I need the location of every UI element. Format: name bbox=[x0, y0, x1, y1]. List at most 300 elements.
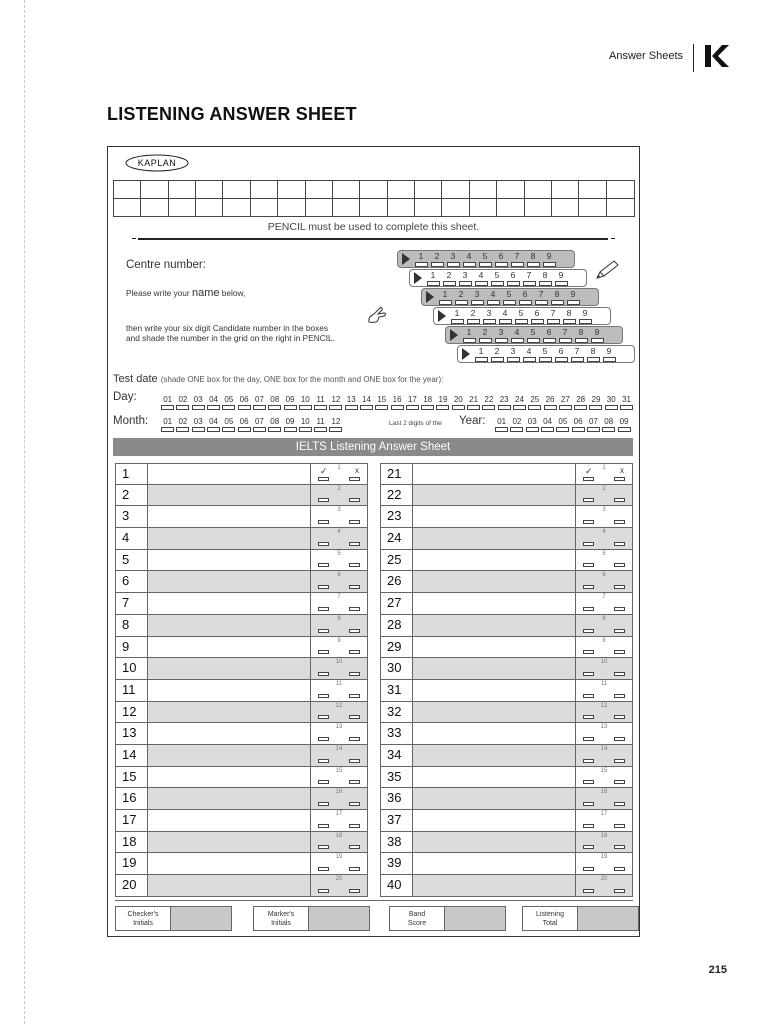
marker-cell bbox=[576, 464, 632, 484]
name-letter-box[interactable] bbox=[497, 199, 524, 217]
incorrect-mark-box[interactable] bbox=[614, 607, 625, 611]
answer-field[interactable] bbox=[413, 528, 576, 549]
digit-option[interactable]: 4 bbox=[485, 289, 501, 305]
incorrect-mark-box[interactable] bbox=[349, 650, 360, 654]
day-option[interactable]: 14 bbox=[359, 395, 374, 410]
answer-field[interactable] bbox=[148, 788, 311, 809]
incorrect-mark-box[interactable] bbox=[349, 694, 360, 698]
incorrect-mark-box[interactable] bbox=[349, 585, 360, 589]
name-letter-box[interactable] bbox=[388, 181, 415, 199]
month-option[interactable]: 08 bbox=[267, 417, 282, 432]
month-option[interactable]: 02 bbox=[175, 417, 190, 432]
year-option[interactable]: 01 bbox=[494, 417, 509, 432]
incorrect-mark-box[interactable] bbox=[349, 889, 360, 893]
day-option[interactable]: 04 bbox=[206, 395, 221, 410]
answer-field[interactable] bbox=[413, 506, 576, 527]
answer-field[interactable] bbox=[148, 506, 311, 527]
correct-mark-box[interactable] bbox=[583, 542, 594, 546]
digit-option[interactable]: 3 bbox=[457, 270, 473, 286]
digit-option[interactable]: 8 bbox=[549, 289, 565, 305]
correct-mark-box[interactable] bbox=[583, 607, 594, 611]
digit-option[interactable]: 2 bbox=[429, 251, 445, 267]
score-box-field[interactable] bbox=[578, 907, 638, 930]
incorrect-mark-box[interactable] bbox=[349, 802, 360, 806]
answer-field[interactable] bbox=[148, 767, 311, 788]
incorrect-mark-box[interactable] bbox=[614, 867, 625, 871]
answer-field[interactable] bbox=[148, 702, 311, 723]
incorrect-mark-box[interactable] bbox=[614, 715, 625, 719]
day-option[interactable]: 06 bbox=[236, 395, 251, 410]
correct-mark-box[interactable] bbox=[318, 585, 329, 589]
name-letter-box[interactable] bbox=[306, 181, 333, 199]
answer-field[interactable] bbox=[413, 832, 576, 853]
digit-option[interactable]: 1 bbox=[461, 327, 477, 343]
digit-option[interactable]: 7 bbox=[509, 251, 525, 267]
day-option[interactable]: 05 bbox=[221, 395, 236, 410]
digit-option[interactable]: 4 bbox=[521, 346, 537, 362]
answer-field[interactable] bbox=[413, 788, 576, 809]
correct-mark-box[interactable] bbox=[318, 824, 329, 828]
incorrect-mark-box[interactable] bbox=[349, 672, 360, 676]
name-letter-box[interactable] bbox=[442, 181, 469, 199]
day-option[interactable]: 01 bbox=[160, 395, 175, 410]
answer-row bbox=[380, 788, 633, 810]
name-letter-box[interactable] bbox=[223, 199, 250, 217]
answer-row bbox=[115, 680, 368, 702]
incorrect-mark-box[interactable] bbox=[349, 715, 360, 719]
correct-mark-box[interactable] bbox=[318, 477, 329, 481]
answer-field[interactable] bbox=[148, 550, 311, 571]
marker-number: 16 bbox=[600, 789, 608, 796]
digit-option[interactable]: 8 bbox=[525, 251, 541, 267]
incorrect-mark-box[interactable] bbox=[614, 802, 625, 806]
month-option[interactable]: 04 bbox=[206, 417, 221, 432]
day-option[interactable]: 22 bbox=[481, 395, 496, 410]
name-letter-box[interactable] bbox=[306, 199, 333, 217]
correct-mark-box[interactable] bbox=[318, 737, 329, 741]
digit-option[interactable]: 3 bbox=[445, 251, 461, 267]
incorrect-mark-box[interactable] bbox=[349, 867, 360, 871]
month-option[interactable]: 01 bbox=[160, 417, 175, 432]
digit-option[interactable]: 3 bbox=[505, 346, 521, 362]
name-letter-box[interactable] bbox=[470, 181, 497, 199]
answer-field[interactable] bbox=[148, 485, 311, 506]
answer-field[interactable] bbox=[413, 571, 576, 592]
day-option[interactable]: 19 bbox=[435, 395, 450, 410]
month-option[interactable]: 09 bbox=[282, 417, 297, 432]
correct-mark-box[interactable] bbox=[318, 629, 329, 633]
answer-field[interactable] bbox=[413, 637, 576, 658]
name-letter-box[interactable] bbox=[223, 181, 250, 199]
score-box-field[interactable] bbox=[171, 907, 231, 930]
answer-row bbox=[115, 745, 368, 767]
digit-option[interactable]: 8 bbox=[537, 270, 553, 286]
correct-mark-box[interactable] bbox=[583, 672, 594, 676]
answer-row bbox=[115, 767, 368, 789]
digit-option[interactable]: 5 bbox=[477, 251, 493, 267]
question-number: 25 bbox=[381, 550, 413, 571]
correct-mark-box[interactable] bbox=[318, 715, 329, 719]
day-option[interactable]: 31 bbox=[619, 395, 634, 410]
digit-option[interactable]: 3 bbox=[493, 327, 509, 343]
correct-mark-box[interactable] bbox=[318, 845, 329, 849]
correct-mark-box[interactable] bbox=[318, 520, 329, 524]
year-option[interactable]: 07 bbox=[586, 417, 601, 432]
name-letter-box[interactable] bbox=[360, 181, 387, 199]
name-letter-box[interactable] bbox=[333, 181, 360, 199]
answer-field[interactable] bbox=[413, 615, 576, 636]
answer-field[interactable] bbox=[148, 723, 311, 744]
digit-option[interactable]: 7 bbox=[521, 270, 537, 286]
answer-field[interactable] bbox=[413, 485, 576, 506]
digit-option[interactable]: 8 bbox=[585, 346, 601, 362]
digit-option[interactable]: 6 bbox=[493, 251, 509, 267]
score-box-field[interactable] bbox=[309, 907, 369, 930]
day-option[interactable]: 16 bbox=[389, 395, 404, 410]
day-option[interactable]: 09 bbox=[282, 395, 297, 410]
incorrect-mark-box[interactable] bbox=[349, 845, 360, 849]
question-number: 7 bbox=[116, 593, 148, 614]
correct-mark-box[interactable] bbox=[583, 585, 594, 589]
correct-mark-box[interactable] bbox=[583, 498, 594, 502]
incorrect-mark-box[interactable] bbox=[349, 737, 360, 741]
answer-field[interactable] bbox=[148, 810, 311, 831]
marker-number: 3 bbox=[337, 507, 341, 514]
answer-field[interactable] bbox=[413, 853, 576, 874]
question-number: 21 bbox=[381, 464, 413, 484]
month-option[interactable]: 05 bbox=[221, 417, 236, 432]
correct-mark-box[interactable] bbox=[318, 802, 329, 806]
question-number: 27 bbox=[381, 593, 413, 614]
incorrect-mark-box[interactable] bbox=[614, 477, 625, 481]
day-option[interactable]: 21 bbox=[466, 395, 481, 410]
incorrect-mark-box[interactable] bbox=[614, 520, 625, 524]
digit-option[interactable]: 8 bbox=[561, 308, 577, 324]
name-letter-box[interactable] bbox=[141, 181, 168, 199]
digit-option[interactable]: 9 bbox=[541, 251, 557, 267]
day-option[interactable]: 25 bbox=[527, 395, 542, 410]
day-option[interactable]: 17 bbox=[405, 395, 420, 410]
name-letter-box[interactable] bbox=[196, 199, 223, 217]
name-letter-box[interactable] bbox=[114, 181, 141, 199]
question-number: 29 bbox=[381, 637, 413, 658]
year-option[interactable]: 09 bbox=[616, 417, 631, 432]
name-letter-box[interactable] bbox=[415, 181, 442, 199]
year-option[interactable]: 05 bbox=[555, 417, 570, 432]
marker-cell bbox=[311, 853, 367, 874]
digit-option[interactable]: 1 bbox=[449, 308, 465, 324]
correct-mark-box[interactable] bbox=[318, 889, 329, 893]
answer-field[interactable] bbox=[413, 723, 576, 744]
answer-row bbox=[115, 528, 368, 550]
digit-option[interactable]: 5 bbox=[501, 289, 517, 305]
answer-field[interactable] bbox=[148, 658, 311, 679]
name-letter-box[interactable] bbox=[607, 199, 634, 217]
correct-mark-box[interactable] bbox=[583, 737, 594, 741]
correct-mark-box[interactable] bbox=[583, 867, 594, 871]
day-option[interactable]: 15 bbox=[374, 395, 389, 410]
incorrect-mark-box[interactable] bbox=[614, 737, 625, 741]
digit-option[interactable]: 6 bbox=[505, 270, 521, 286]
answer-field[interactable] bbox=[148, 637, 311, 658]
year-option[interactable]: 08 bbox=[601, 417, 616, 432]
answer-field[interactable] bbox=[413, 810, 576, 831]
correct-mark-box[interactable] bbox=[583, 845, 594, 849]
month-option[interactable]: 11 bbox=[313, 417, 328, 432]
day-option[interactable]: 10 bbox=[298, 395, 313, 410]
name-letter-box[interactable] bbox=[552, 199, 579, 217]
answer-field[interactable] bbox=[148, 875, 311, 896]
month-option[interactable]: 03 bbox=[191, 417, 206, 432]
year-option[interactable]: 02 bbox=[509, 417, 524, 432]
name-letter-box[interactable] bbox=[579, 199, 606, 217]
digit-option[interactable]: 6 bbox=[529, 308, 545, 324]
incorrect-mark-box[interactable] bbox=[614, 845, 625, 849]
incorrect-mark-box[interactable] bbox=[349, 498, 360, 502]
correct-mark-box[interactable] bbox=[318, 498, 329, 502]
day-option[interactable]: 26 bbox=[542, 395, 557, 410]
correct-mark-box[interactable] bbox=[318, 780, 329, 784]
name-letter-box[interactable] bbox=[579, 181, 606, 199]
correct-mark-box[interactable] bbox=[318, 563, 329, 567]
answer-row bbox=[380, 810, 633, 832]
correct-mark-box[interactable] bbox=[318, 867, 329, 871]
digit-option[interactable]: 2 bbox=[453, 289, 469, 305]
name-letter-box[interactable] bbox=[251, 181, 278, 199]
incorrect-mark-box[interactable] bbox=[349, 607, 360, 611]
correct-mark-box[interactable] bbox=[583, 889, 594, 893]
digit-option[interactable]: 7 bbox=[569, 346, 585, 362]
name-letter-box[interactable] bbox=[470, 199, 497, 217]
digit-option[interactable]: 9 bbox=[601, 346, 617, 362]
digit-option[interactable]: 1 bbox=[473, 346, 489, 362]
incorrect-mark-box[interactable] bbox=[614, 824, 625, 828]
answer-field[interactable] bbox=[148, 680, 311, 701]
correct-mark-box[interactable] bbox=[318, 694, 329, 698]
digit-option[interactable]: 3 bbox=[481, 308, 497, 324]
day-option[interactable]: 27 bbox=[558, 395, 573, 410]
name-letter-box[interactable] bbox=[360, 199, 387, 217]
answer-field[interactable] bbox=[413, 875, 576, 896]
correct-mark-box[interactable] bbox=[583, 759, 594, 763]
name-letter-box[interactable] bbox=[607, 181, 634, 199]
name-letter-box[interactable] bbox=[169, 199, 196, 217]
digit-option[interactable]: 6 bbox=[517, 289, 533, 305]
day-option[interactable]: 08 bbox=[267, 395, 282, 410]
digit-option[interactable]: 3 bbox=[469, 289, 485, 305]
incorrect-mark-box[interactable] bbox=[349, 520, 360, 524]
incorrect-mark-box[interactable] bbox=[614, 759, 625, 763]
correct-mark-box[interactable] bbox=[318, 650, 329, 654]
day-option[interactable]: 18 bbox=[420, 395, 435, 410]
incorrect-mark-box[interactable] bbox=[614, 542, 625, 546]
digit-option[interactable]: 2 bbox=[441, 270, 457, 286]
day-option[interactable]: 11 bbox=[313, 395, 328, 410]
running-header-label: Answer Sheets bbox=[609, 50, 683, 62]
question-number: 2 bbox=[116, 485, 148, 506]
correct-mark-box[interactable] bbox=[583, 802, 594, 806]
correct-mark-box[interactable] bbox=[583, 715, 594, 719]
incorrect-mark-box[interactable] bbox=[349, 759, 360, 763]
name-letter-box[interactable] bbox=[497, 181, 524, 199]
name-letter-box[interactable] bbox=[251, 199, 278, 217]
answer-field[interactable] bbox=[148, 571, 311, 592]
answer-field[interactable] bbox=[148, 745, 311, 766]
question-number: 20 bbox=[116, 875, 148, 896]
name-letter-box[interactable] bbox=[278, 199, 305, 217]
correct-mark-box[interactable] bbox=[583, 629, 594, 633]
day-option[interactable]: 20 bbox=[451, 395, 466, 410]
name-letter-box[interactable] bbox=[169, 181, 196, 199]
digit-option[interactable]: 5 bbox=[525, 327, 541, 343]
day-option[interactable]: 12 bbox=[328, 395, 343, 410]
digit-option[interactable]: 4 bbox=[461, 251, 477, 267]
name-letter-box[interactable] bbox=[388, 199, 415, 217]
year-option[interactable]: 03 bbox=[525, 417, 540, 432]
correct-mark-box[interactable] bbox=[583, 477, 594, 481]
digit-option[interactable]: 4 bbox=[497, 308, 513, 324]
answer-field[interactable] bbox=[148, 832, 311, 853]
digit-option[interactable]: 8 bbox=[573, 327, 589, 343]
digit-option[interactable]: 1 bbox=[425, 270, 441, 286]
digit-option[interactable]: 4 bbox=[509, 327, 525, 343]
correct-mark-box[interactable] bbox=[318, 542, 329, 546]
digit-option[interactable]: 7 bbox=[557, 327, 573, 343]
month-option[interactable]: 07 bbox=[252, 417, 267, 432]
answer-field[interactable] bbox=[148, 528, 311, 549]
question-number: 1 bbox=[116, 464, 148, 484]
correct-mark-box[interactable] bbox=[318, 672, 329, 676]
month-option[interactable]: 10 bbox=[298, 417, 313, 432]
digit-option[interactable]: 5 bbox=[513, 308, 529, 324]
answer-field[interactable] bbox=[148, 615, 311, 636]
answer-field[interactable] bbox=[148, 464, 311, 484]
name-letter-box[interactable] bbox=[525, 181, 552, 199]
correct-mark-box[interactable] bbox=[583, 694, 594, 698]
day-option[interactable]: 03 bbox=[191, 395, 206, 410]
digit-option[interactable]: 9 bbox=[577, 308, 593, 324]
digit-option[interactable]: 2 bbox=[465, 308, 481, 324]
correct-mark-box[interactable] bbox=[583, 650, 594, 654]
incorrect-mark-box[interactable] bbox=[614, 672, 625, 676]
name-letter-box[interactable] bbox=[278, 181, 305, 199]
day-option[interactable]: 28 bbox=[573, 395, 588, 410]
marker-cell bbox=[576, 506, 632, 527]
answer-field[interactable] bbox=[413, 745, 576, 766]
answer-field[interactable] bbox=[148, 593, 311, 614]
incorrect-mark-box[interactable] bbox=[349, 629, 360, 633]
incorrect-mark-box[interactable] bbox=[349, 542, 360, 546]
digit-option[interactable]: 9 bbox=[565, 289, 581, 305]
score-box-field[interactable] bbox=[445, 907, 505, 930]
digit-option[interactable]: 7 bbox=[533, 289, 549, 305]
day-option[interactable]: 30 bbox=[604, 395, 619, 410]
digit-option[interactable]: 6 bbox=[553, 346, 569, 362]
incorrect-mark-box[interactable] bbox=[614, 629, 625, 633]
incorrect-mark-box[interactable] bbox=[614, 585, 625, 589]
answer-field[interactable] bbox=[148, 853, 311, 874]
month-option[interactable]: 06 bbox=[236, 417, 251, 432]
name-letter-box[interactable] bbox=[141, 199, 168, 217]
name-letter-box[interactable] bbox=[196, 181, 223, 199]
incorrect-mark-box[interactable] bbox=[614, 650, 625, 654]
correct-mark-box[interactable] bbox=[583, 780, 594, 784]
correct-mark-box[interactable] bbox=[583, 520, 594, 524]
correct-mark-box[interactable] bbox=[318, 759, 329, 763]
correct-mark-box[interactable] bbox=[318, 607, 329, 611]
incorrect-mark-box[interactable] bbox=[614, 889, 625, 893]
answer-row bbox=[115, 788, 368, 810]
incorrect-mark-box[interactable] bbox=[349, 824, 360, 828]
name-letter-box[interactable] bbox=[415, 199, 442, 217]
year-hint: Last 2 digits of the bbox=[389, 420, 442, 427]
digit-option[interactable]: 5 bbox=[537, 346, 553, 362]
year-option[interactable]: 06 bbox=[570, 417, 585, 432]
answer-row bbox=[380, 658, 633, 680]
marker-cell bbox=[311, 485, 367, 506]
candidate-digit-row bbox=[409, 269, 587, 287]
digit-option[interactable]: 9 bbox=[589, 327, 605, 343]
marker-number: 8 bbox=[337, 615, 341, 622]
correct-mark-box[interactable] bbox=[583, 563, 594, 567]
answer-field[interactable] bbox=[413, 550, 576, 571]
incorrect-mark-box[interactable] bbox=[349, 563, 360, 567]
correct-mark-box[interactable] bbox=[583, 824, 594, 828]
name-letter-box[interactable] bbox=[114, 199, 141, 217]
day-option[interactable]: 23 bbox=[497, 395, 512, 410]
digit-option[interactable]: 1 bbox=[413, 251, 429, 267]
answer-field[interactable] bbox=[413, 680, 576, 701]
answer-field[interactable] bbox=[413, 658, 576, 679]
month-option[interactable]: 12 bbox=[328, 417, 343, 432]
digit-option[interactable]: 7 bbox=[545, 308, 561, 324]
answer-field[interactable] bbox=[413, 767, 576, 788]
question-number: 16 bbox=[116, 788, 148, 809]
marker-cell bbox=[311, 637, 367, 658]
marker-cell bbox=[576, 810, 632, 831]
digit-option[interactable]: 4 bbox=[473, 270, 489, 286]
name-letter-box[interactable] bbox=[552, 181, 579, 199]
incorrect-mark-box[interactable] bbox=[614, 563, 625, 567]
marker-number: 12 bbox=[600, 702, 608, 709]
day-option[interactable]: 02 bbox=[175, 395, 190, 410]
digit-option[interactable]: 2 bbox=[489, 346, 505, 362]
digit-option[interactable]: 9 bbox=[553, 270, 569, 286]
candidate-name-grid[interactable] bbox=[113, 180, 635, 217]
name-letter-box[interactable] bbox=[525, 199, 552, 217]
incorrect-mark-box[interactable] bbox=[614, 498, 625, 502]
day-option[interactable]: 24 bbox=[512, 395, 527, 410]
digit-option[interactable]: 5 bbox=[489, 270, 505, 286]
year-option[interactable]: 04 bbox=[540, 417, 555, 432]
digit-option[interactable]: 2 bbox=[477, 327, 493, 343]
answer-field[interactable] bbox=[413, 702, 576, 723]
name-letter-box[interactable] bbox=[442, 199, 469, 217]
answer-field[interactable] bbox=[413, 593, 576, 614]
day-option[interactable]: 07 bbox=[252, 395, 267, 410]
answer-field[interactable] bbox=[413, 464, 576, 484]
digit-option[interactable]: 1 bbox=[437, 289, 453, 305]
incorrect-mark-box[interactable] bbox=[349, 780, 360, 784]
incorrect-mark-box[interactable] bbox=[349, 477, 360, 481]
incorrect-mark-box[interactable] bbox=[614, 780, 625, 784]
name-letter-box[interactable] bbox=[333, 199, 360, 217]
day-option[interactable]: 13 bbox=[344, 395, 359, 410]
question-number: 10 bbox=[116, 658, 148, 679]
digit-option[interactable]: 6 bbox=[541, 327, 557, 343]
day-option[interactable]: 29 bbox=[588, 395, 603, 410]
incorrect-mark-box[interactable] bbox=[614, 694, 625, 698]
